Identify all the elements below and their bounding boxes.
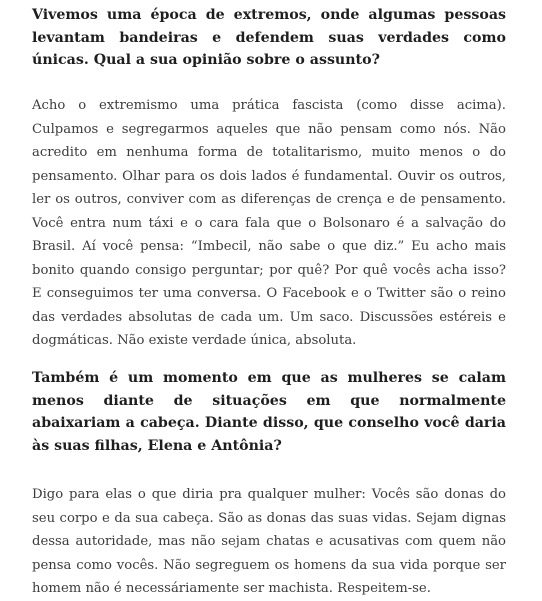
question-daughters-advice: Também é um momento em que as mulheres se calam menos diante de situações em que normalmente abaixariam a cabeça. Diante disso, que conselho você daria às suas filhas, Elena e Antônia? [32, 370, 506, 454]
answer-extremes: Acho o extremismo uma prática fascista (como disse acima). Culpamos e segregarmos aqueles que não pensam como nós. Não acredito em nenhuma forma de totalitarismo, muito menos o do pensamento. Olhar para os dois lados é fundamental. Ouvir os outros, ler os outros, conviver com as diferenças de crença e de pensamento. Você entra num táxi e o cara fala que o Bolsonaro é a salvação do Brasil. Aí você pensa: “Imbecil, não sabe o que diz.” Eu acho mais bonito quando consigo perguntar; por quê? Por quê vocês acha isso? E conseguimos ter uma conversa. O Facebook e o Twitter são o reino das verdades absolutas de cada um. Um saco. Discussões estéreis e dogmáticas. Não existe verdade única, absoluta. [32, 98, 506, 348]
question-extremes: Vivemos uma época de extremos, onde algumas pessoas levantam bandeiras e defendem suas verdades como únicas. Qual a sua opinião sobre o assunto? [32, 7, 506, 68]
answer-daughters-advice: Digo para elas o que diria pra qualquer mulher: Vocês são donas do seu corpo e da sua cabeça. São as donas das suas vidas. Sejam dignas dessa autoridade, mas não sejam chatas e acusativas com quem não pensa como vocês. Não segreguem os homens da sua vida porque ser homem não é necessáriamente ser machista. Respeitem-se. [32, 487, 506, 596]
